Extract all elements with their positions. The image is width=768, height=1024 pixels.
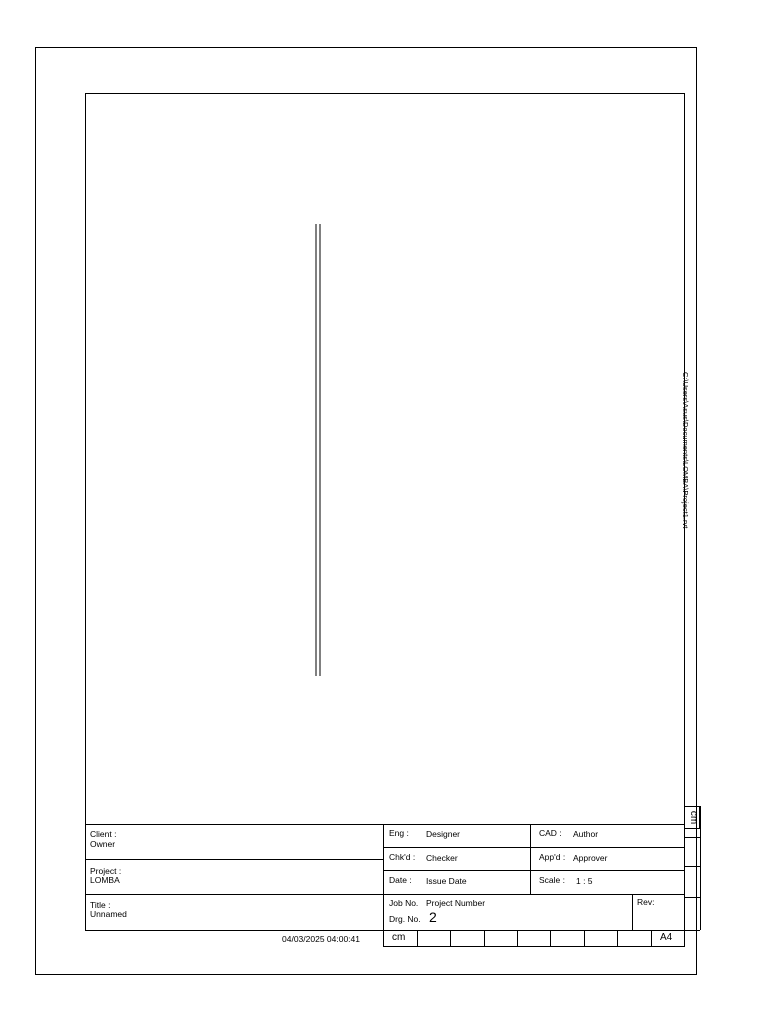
eng-value: Designer xyxy=(426,829,461,839)
file-path-label: C:\Users\Asus\Documents\LOMBA\Project1.rvt xyxy=(681,372,690,529)
approved-label: App'd : xyxy=(539,852,566,862)
project-value: LOMBA xyxy=(90,875,120,885)
scale-value: 1 : 5 xyxy=(576,876,593,886)
units-cell: cm xyxy=(392,932,406,943)
client-value: Owner xyxy=(90,839,116,849)
title-label: Title : xyxy=(90,900,111,910)
date-label: Date : xyxy=(389,875,412,885)
unit-tab-label: cm xyxy=(688,810,700,825)
approved-value: Approver xyxy=(573,853,608,863)
title-value: Unnamed xyxy=(90,909,127,919)
paper-size-cell: A4 xyxy=(660,932,673,943)
scaffold-frame xyxy=(316,224,320,676)
unit-tab xyxy=(684,806,700,829)
checked-value: Checker xyxy=(426,853,458,863)
job-number-label: Job No. xyxy=(389,898,419,908)
cad-value: Author xyxy=(573,829,599,839)
date-value: Issue Date xyxy=(426,876,467,886)
cad-label: CAD : xyxy=(539,828,562,838)
client-label: Client : xyxy=(90,829,117,839)
checked-label: Chk'd : xyxy=(389,852,416,862)
project-label: Project : xyxy=(90,866,122,876)
timestamp: 04/03/2025 04:00:41 xyxy=(282,934,360,944)
eng-label: Eng : xyxy=(389,828,409,838)
drawing-number-value: 2 xyxy=(429,909,437,925)
revision-label: Rev: xyxy=(637,897,655,907)
job-number-value: Project Number xyxy=(426,898,486,908)
drawing-number-label: Drg. No. xyxy=(389,914,421,924)
scale-label: Scale : xyxy=(539,875,565,885)
